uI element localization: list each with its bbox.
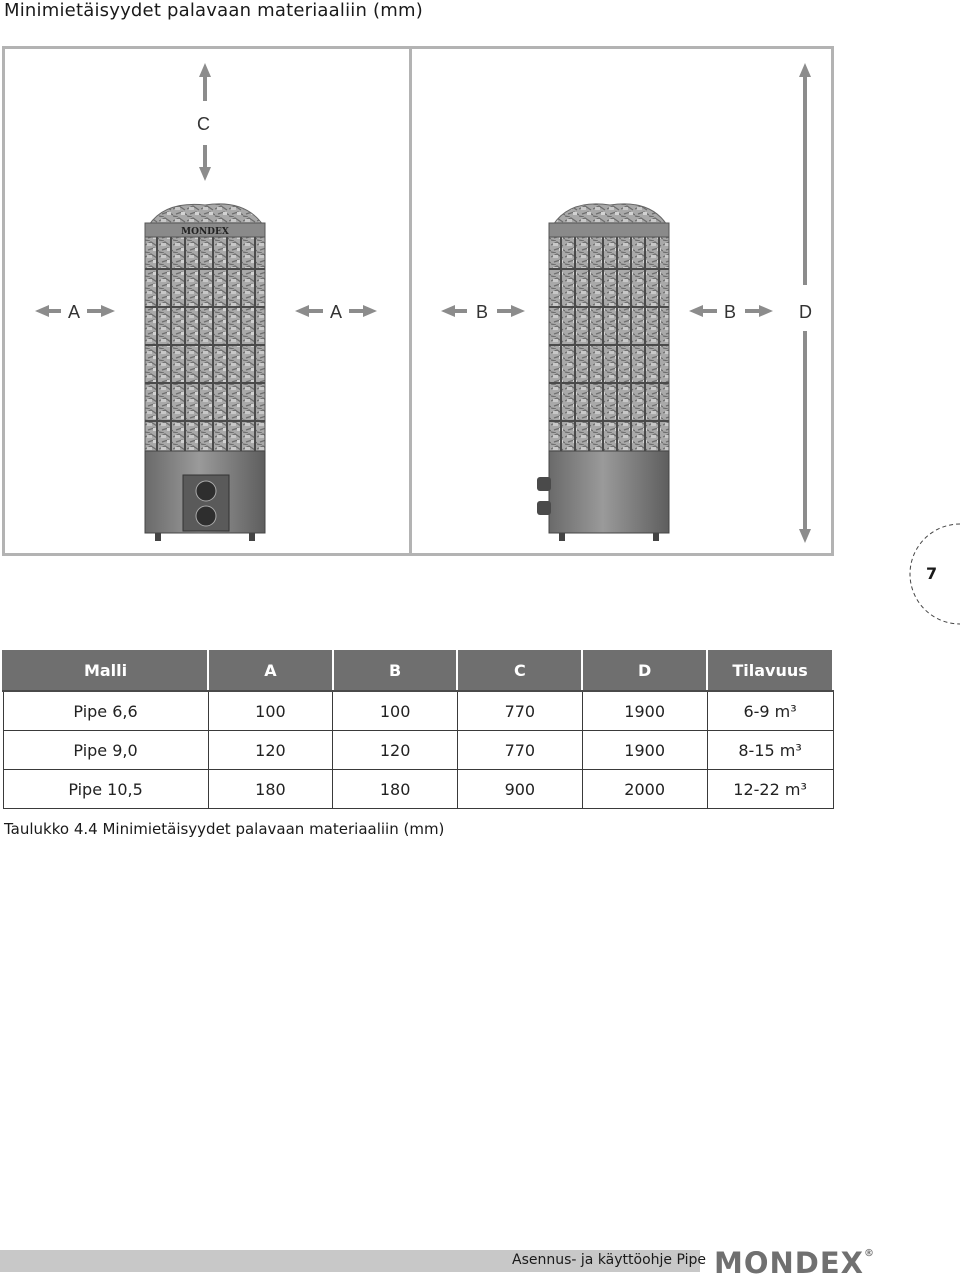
page-title: Minimietäisyydet palavaan materiaaliin (mm) — [4, 0, 423, 21]
table-cell: 900 — [457, 770, 582, 809]
clearance-diagram — [2, 46, 834, 556]
heater-side-view — [537, 204, 669, 541]
diagram-drawing — [5, 49, 831, 553]
brand-logo-text: MONDEX — [714, 1246, 865, 1280]
dimension-label-c: C — [197, 114, 210, 134]
page-number-badge — [902, 522, 960, 626]
table-cell: Pipe 9,0 — [3, 731, 208, 770]
table-header-cell: B — [333, 650, 458, 691]
heater-logo: MONDEX — [181, 227, 229, 237]
table-header-cell: Malli — [3, 650, 208, 691]
page-number: 7 — [926, 564, 938, 583]
table-cell: 100 — [208, 691, 333, 731]
table-cell: 1900 — [582, 731, 707, 770]
registered-mark: ® — [864, 1248, 876, 1259]
table-cell: 180 — [333, 770, 458, 809]
dimension-label-a-left: A — [68, 302, 81, 322]
table-row — [3, 731, 833, 770]
dimension-label-a-right: A — [330, 302, 343, 322]
table-cell: 6-9 m³ — [707, 691, 833, 731]
table-row — [3, 770, 833, 809]
table-cell: 8-15 m³ — [707, 731, 833, 770]
dimension-label-b-left: B — [476, 302, 489, 322]
table-cell: 1900 — [582, 691, 707, 731]
table-cell: 770 — [457, 731, 582, 770]
table-row — [3, 691, 833, 731]
table-cell: Pipe 10,5 — [3, 770, 208, 809]
clearance-table — [2, 650, 834, 809]
table-cell: 12-22 m³ — [707, 770, 833, 809]
table-cell: 2000 — [582, 770, 707, 809]
footer-text: Asennus- ja käyttöohje Pipe — [512, 1252, 707, 1268]
table-cell: 770 — [457, 691, 582, 731]
table-header-row — [3, 650, 833, 691]
dimension-label-d: D — [799, 302, 812, 322]
table-header-cell: A — [208, 650, 333, 691]
table-cell: 120 — [333, 731, 458, 770]
table-cell: 180 — [208, 770, 333, 809]
table-header-cell: C — [457, 650, 582, 691]
table-cell: 100 — [333, 691, 458, 731]
table-cell: Pipe 6,6 — [3, 691, 208, 731]
table-cell: 120 — [208, 731, 333, 770]
table-header-cell: D — [582, 650, 707, 691]
heater-front-view — [145, 204, 265, 541]
dimension-label-b-right: B — [724, 302, 737, 322]
table-caption: Taulukko 4.4 Minimietäisyydet palavaan materiaaliin (mm) — [4, 820, 445, 838]
brand-logo — [714, 1246, 875, 1280]
table-header-cell: Tilavuus — [707, 650, 833, 691]
